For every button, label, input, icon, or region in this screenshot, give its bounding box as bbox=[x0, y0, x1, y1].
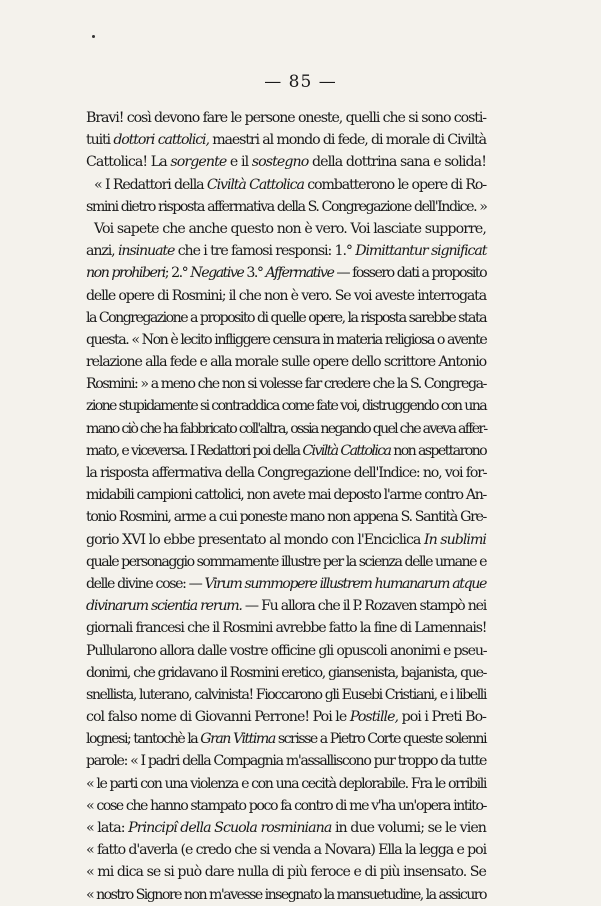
italic-text: Gran Vittima bbox=[200, 731, 275, 748]
text-line bbox=[86, 484, 486, 506]
text-line bbox=[86, 107, 486, 129]
text-segment: Bravi! così devono fare le persone oneste, quelli che si sono costi- bbox=[86, 110, 486, 126]
text-segment: la risposta affermativa della Congregazione dell'Indice: no, voi for- bbox=[86, 465, 487, 481]
italic-text: Dimittantur significat bbox=[355, 243, 487, 260]
text-segment: midabili campioni cattolici, non avete mai deposto l'arme contro An- bbox=[86, 487, 486, 504]
text-line bbox=[86, 240, 486, 262]
text-line bbox=[86, 529, 486, 551]
italic-text: sostegno bbox=[251, 154, 309, 171]
text-segment: questa. « Non è lecito infliggere censura in materia religiosa o avente bbox=[86, 331, 487, 348]
text-segment: delle divine cose: — bbox=[86, 575, 205, 592]
text-segment: tonio Rosmini, arme a cui poneste mano non appena S. Santità Gre- bbox=[86, 509, 486, 526]
italic-text: Virum summopere illustrem humanarum atque bbox=[204, 575, 486, 592]
text-segment: « I Redattori della bbox=[94, 176, 207, 193]
text-segment: combatterono le opere di Ro- bbox=[303, 176, 487, 193]
text-segment: smini dietro risposta affermativa della S. Congregazione dell'Indice. » bbox=[86, 198, 487, 215]
text-segment: quale personaggio sommamente illustre per la scienza delle umane e bbox=[86, 553, 486, 570]
text-segment: tuiti bbox=[86, 132, 114, 149]
italic-text: Affermative bbox=[265, 265, 334, 282]
text-segment: parole: « I padri della Compagnia m'assalliscono pur troppo da tutte bbox=[86, 753, 486, 770]
text-line bbox=[86, 773, 486, 795]
text-segment: Pullularono allora dalle vostre officine gli opuscoli anonimi e pseu- bbox=[86, 642, 487, 659]
text-line bbox=[86, 218, 486, 240]
page-number: — 85 — bbox=[264, 72, 337, 92]
text-line bbox=[86, 196, 486, 218]
text-segment: che i tre famosi responsi: 1.° bbox=[174, 243, 356, 260]
text-segment: scrisse a Pietro Corte queste solenni bbox=[274, 731, 487, 748]
text-line bbox=[86, 329, 486, 351]
text-segment: 3.° bbox=[243, 265, 266, 282]
text-segment: zione stupidamente si contraddica come fate voi, distruggendo con una bbox=[86, 398, 486, 415]
text-line bbox=[86, 151, 486, 173]
text-line bbox=[86, 817, 486, 839]
italic-text: non prohiberi bbox=[86, 265, 165, 282]
text-segment: relazione alla fede e alla morale sulle opere dello scrittore Antonio bbox=[86, 354, 486, 371]
text-line bbox=[86, 262, 486, 284]
text-line bbox=[86, 728, 486, 750]
text-line bbox=[86, 839, 486, 861]
italic-text: In sublimi bbox=[423, 531, 486, 548]
text-segment: donimi, che gridavano il Rosmini eretico, giansenista, bajanista, que- bbox=[86, 664, 486, 681]
text-line bbox=[86, 373, 486, 395]
text-line bbox=[86, 174, 486, 196]
italic-text: insinuate bbox=[117, 243, 175, 260]
italic-text: Postille, bbox=[349, 709, 399, 726]
text-line bbox=[86, 551, 486, 573]
text-line bbox=[86, 506, 486, 528]
text-segment: non aspettarono bbox=[390, 442, 487, 459]
text-segment: Voi sapete che anche questo non è vero. Voi lasciate supporre, bbox=[94, 220, 486, 237]
text-line bbox=[86, 351, 486, 373]
italic-text: divinarum scientia rerum. bbox=[86, 598, 242, 615]
text-line bbox=[86, 285, 486, 307]
text-line bbox=[86, 684, 486, 706]
text-line bbox=[86, 750, 486, 772]
text-segment: « mi dica se si può dare nulla di più feroce e di più insensato. Se bbox=[86, 864, 486, 881]
text-segment: mano ciò che ha fabbricato coll'altra, ossia negando quel che aveva affer- bbox=[86, 420, 487, 437]
text-line bbox=[86, 418, 486, 440]
italic-text: Principî della Scuola rosminiana bbox=[128, 820, 332, 836]
text-line bbox=[86, 884, 486, 906]
text-segment: giornali francesi che il Rosmini avrebbe fatto la fine di Lamennais! bbox=[86, 620, 487, 637]
text-segment: in due volumi; se le vien bbox=[331, 820, 486, 836]
text-segment: « lata: bbox=[86, 820, 129, 836]
text-segment: snellista, luterano, calvinista! Fioccarono gli Eusebi Cristiani, e i libelli bbox=[86, 686, 486, 703]
text-segment: della dottrina sana e solida! bbox=[308, 154, 486, 171]
ink-speck bbox=[92, 35, 95, 38]
italic-text: sorgente bbox=[170, 154, 227, 171]
italic-text: Negative bbox=[190, 265, 244, 282]
text-segment: « fatto d'averla (e credo che si venda a Novara) Ella la legga e poi bbox=[86, 842, 486, 859]
text-segment: delle opere di Rosmini; il che non è vero. Se voi aveste interrogata bbox=[86, 287, 486, 304]
text-line bbox=[86, 462, 486, 484]
text-segment: mato, e viceversa. I Redattori poi della bbox=[86, 442, 303, 459]
text-segment: la Congregazione a proposito di quelle opere, la risposta sarebbe stata bbox=[86, 309, 486, 326]
text-segment: poi i Preti Bo- bbox=[398, 709, 486, 726]
text-segment: maestri al mondo di fede, di morale di Civiltà bbox=[208, 132, 486, 149]
text-segment: « nostro Signore non m'avesse insegnato la mansuetudine, la assicuro bbox=[86, 886, 486, 903]
text-segment: col falso nome di Giovanni Perrone! Poi le bbox=[86, 709, 350, 726]
text-segment: lognesi; tantochè la bbox=[86, 731, 201, 748]
text-line bbox=[86, 307, 486, 329]
text-line bbox=[86, 662, 486, 684]
text-segment: Cattolica! La bbox=[86, 154, 171, 171]
text-segment: « le parti con una violenza e con una cecità deplorabile. Fra le orribili bbox=[86, 775, 486, 792]
text-segment: — Fu allora che il P. Rozaven stampò nei bbox=[241, 598, 486, 615]
text-segment: « cose che hanno stampato poco fa contro di me v'ha un'opera intito- bbox=[86, 797, 486, 814]
text-segment: e il bbox=[226, 154, 252, 171]
text-segment: — fossero dati a proposito bbox=[333, 265, 487, 282]
text-line bbox=[86, 129, 486, 151]
text-line bbox=[86, 795, 486, 817]
body-text bbox=[86, 107, 486, 906]
text-line bbox=[86, 395, 486, 417]
text-line bbox=[86, 573, 486, 595]
text-line bbox=[86, 861, 486, 883]
text-segment: ; 2.° bbox=[164, 265, 191, 282]
text-line bbox=[86, 617, 486, 639]
text-line bbox=[86, 640, 486, 662]
text-segment: anzi, bbox=[86, 243, 118, 260]
text-segment: Rosmini: » a meno che non si volesse far credere che la S. Congrega- bbox=[86, 376, 486, 393]
text-segment: gorio XVI lo ebbe presentato al mondo con l'Enciclica bbox=[86, 531, 424, 548]
italic-text: dottori cattolici, bbox=[113, 132, 209, 149]
italic-text: Civiltà Cattolica bbox=[206, 176, 304, 193]
text-line bbox=[86, 440, 486, 462]
text-line bbox=[86, 595, 486, 617]
italic-text: Civiltà Cattolica bbox=[302, 442, 391, 459]
text-line bbox=[86, 706, 486, 728]
